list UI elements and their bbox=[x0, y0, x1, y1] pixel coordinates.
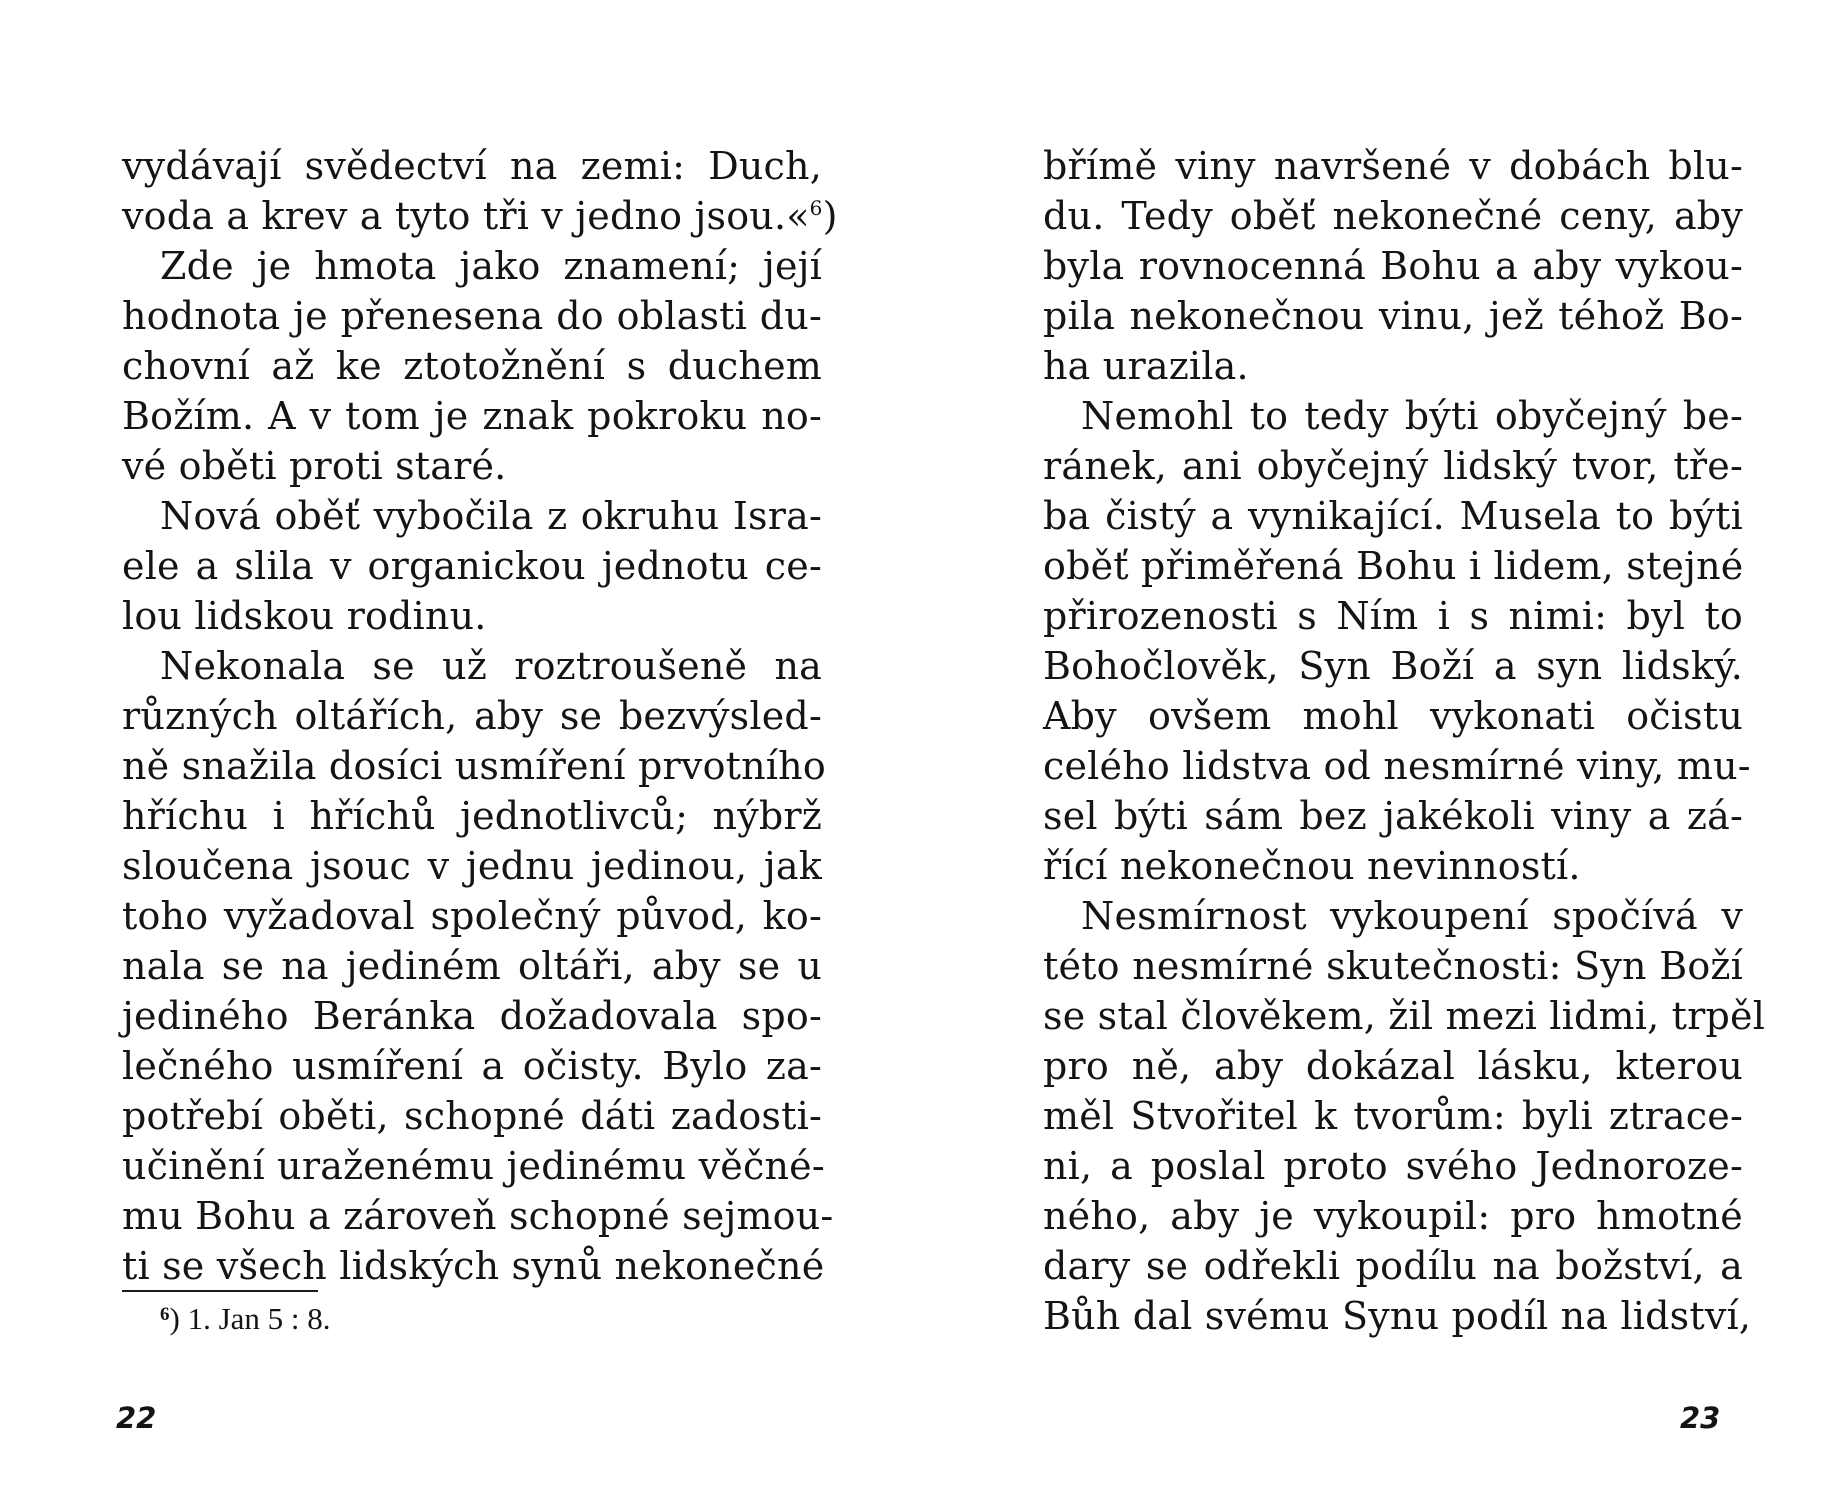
text-line-content: byla rovnocenná Bohu a aby vykou- bbox=[1043, 244, 1743, 288]
text-line bbox=[1043, 1241, 1743, 1291]
text-line-content: du. Tedy oběť nekonečné ceny, aby bbox=[1043, 194, 1743, 238]
text-line bbox=[1043, 1041, 1743, 1091]
text-line-content: Nesmírnost vykoupení spočívá v bbox=[1081, 894, 1743, 938]
text-line-content: sel býti sám bez jakékoli viny a zá- bbox=[1043, 794, 1743, 838]
footnote-reference-suffix: ) bbox=[822, 194, 838, 238]
text-line-content: voda a krev a tyto tři v jedno jsou.« bbox=[122, 194, 810, 238]
text-line bbox=[122, 1241, 825, 1291]
left-page-text bbox=[122, 141, 838, 1291]
text-line-content: lou lidskou rodinu. bbox=[122, 594, 487, 638]
text-line-content: ba čistý a vynikající. Musela to býti bbox=[1043, 494, 1743, 538]
text-line-content: učinění uraženému jedinému věčné- bbox=[122, 1144, 825, 1188]
text-line-content: nala se na jediném oltáři, aby se u bbox=[122, 944, 822, 988]
text-line bbox=[1043, 541, 1743, 591]
text-line bbox=[122, 841, 822, 891]
text-line bbox=[1043, 841, 1743, 891]
text-line bbox=[1043, 1191, 1743, 1241]
text-line bbox=[1043, 941, 1743, 991]
text-line bbox=[122, 791, 822, 841]
footnote-marker-suffix: ) bbox=[169, 1301, 180, 1336]
text-line-content: vydávají svědectví na zemi: Duch, bbox=[122, 144, 822, 188]
text-line-content: různých oltářích, aby se bezvýsled- bbox=[122, 694, 822, 738]
text-line-content: ni, a poslal proto svého Jednoroze- bbox=[1043, 1144, 1743, 1188]
footnote-marker: 6 bbox=[160, 1304, 170, 1325]
text-line-content: ránek, ani obyčejný lidský tvor, tře- bbox=[1043, 444, 1743, 488]
text-line-content: Aby ovšem mohl vykonati očistu bbox=[1043, 694, 1743, 738]
text-line bbox=[1043, 1291, 1752, 1341]
text-line bbox=[122, 341, 822, 391]
text-line bbox=[1043, 291, 1743, 341]
text-line bbox=[1043, 241, 1743, 291]
text-line bbox=[122, 641, 822, 691]
text-line-content: vé oběti proti staré. bbox=[122, 444, 507, 488]
text-line bbox=[122, 891, 822, 941]
text-line bbox=[1043, 891, 1743, 941]
footnote-rule bbox=[122, 1290, 318, 1292]
text-line-content: toho vyžadoval společný původ, ko- bbox=[122, 894, 822, 938]
text-line bbox=[1043, 1141, 1743, 1191]
text-line bbox=[122, 1041, 822, 1091]
text-line-content: této nesmírné skutečnosti: Syn Boží bbox=[1043, 944, 1743, 988]
text-line bbox=[122, 1091, 822, 1141]
text-line-content: ti se všech lidských synů nekonečné bbox=[122, 1244, 825, 1288]
text-line-content: měl Stvořitel k tvorům: byli ztrace- bbox=[1043, 1094, 1743, 1138]
text-line bbox=[122, 591, 822, 641]
text-line-content: řící nekonečnou nevinností. bbox=[1043, 844, 1581, 888]
text-line-content: sloučena jsouc v jednu jedinou, jak bbox=[122, 844, 822, 888]
text-line bbox=[1043, 641, 1743, 691]
text-line bbox=[122, 1141, 825, 1191]
text-line bbox=[1043, 741, 1751, 791]
text-line-content: mu Bohu a zároveň schopné sejmou- bbox=[122, 1194, 834, 1238]
text-line bbox=[122, 241, 822, 291]
text-line-content: Nekonala se už roztroušeně na bbox=[160, 644, 822, 688]
text-line bbox=[1043, 1091, 1743, 1141]
text-line bbox=[1043, 491, 1743, 541]
text-line-content: se stal člověkem, žil mezi lidmi, trpěl bbox=[1043, 994, 1766, 1038]
text-line-content: jediného Beránka dožadovala spo- bbox=[122, 994, 822, 1038]
text-line bbox=[1043, 691, 1743, 741]
footnote-text: 1. Jan 5 : 8. bbox=[187, 1301, 331, 1336]
text-line bbox=[1043, 191, 1743, 241]
text-line-content: Bohočlověk, Syn Boží a syn lidský. bbox=[1043, 644, 1743, 688]
text-line bbox=[122, 291, 822, 341]
text-line bbox=[1043, 991, 1766, 1041]
text-line-content: oběť přiměřená Bohu i lidem, stejné bbox=[1043, 544, 1744, 588]
text-line-content: břímě viny navršené v dobách blu- bbox=[1043, 144, 1743, 188]
text-line-content: dary se odřekli podílu na božství, a bbox=[1043, 1244, 1743, 1288]
text-line bbox=[1043, 791, 1743, 841]
text-line bbox=[122, 1191, 834, 1241]
text-line-content: pro ně, aby dokázal lásku, kterou bbox=[1043, 1044, 1743, 1088]
text-line-content: potřebí oběti, schopné dáti zadosti- bbox=[122, 1094, 822, 1138]
text-line bbox=[1043, 391, 1743, 441]
text-line bbox=[1043, 141, 1743, 191]
text-line bbox=[1043, 341, 1743, 391]
text-line bbox=[122, 741, 826, 791]
text-line bbox=[122, 941, 822, 991]
right-page bbox=[914, 0, 1828, 1501]
text-line-content: Božím. A v tom je znak pokroku no- bbox=[122, 394, 822, 438]
text-line-content: pila nekonečnou vinu, jež téhož Bo- bbox=[1043, 294, 1743, 338]
text-line-content: ného, aby je vykoupil: pro hmotné bbox=[1043, 1194, 1743, 1238]
text-line-content: přirozenosti s Ním i s nimi: byl to bbox=[1043, 594, 1743, 638]
text-line bbox=[122, 141, 822, 191]
text-line bbox=[122, 391, 822, 441]
text-line-content: Nová oběť vybočila z okruhu Isra- bbox=[160, 494, 822, 538]
text-line-content: Bůh dal svému Synu podíl na lidství, bbox=[1043, 1294, 1752, 1338]
footnote-reference: 6 bbox=[809, 196, 823, 220]
text-line bbox=[122, 541, 822, 591]
text-line-content: hodnota je přenesena do oblasti du- bbox=[122, 294, 822, 338]
text-line-content: celého lidstva od nesmírné viny, mu- bbox=[1043, 744, 1751, 788]
page-number-right: 23 bbox=[1680, 1401, 1721, 1435]
text-line-content: hříchu i hříchů jednotlivců; nýbrž bbox=[122, 794, 822, 838]
text-line-content: chovní až ke ztotožnění s duchem bbox=[122, 344, 822, 388]
text-line-content: ně snažila dosíci usmíření prvotního bbox=[122, 744, 826, 788]
page-number-left: 22 bbox=[116, 1401, 157, 1435]
footnote bbox=[160, 1295, 331, 1339]
text-line-content: ele a slila v organickou jednotu ce- bbox=[122, 544, 822, 588]
text-line-content: Zde je hmota jako znamení; její bbox=[160, 244, 822, 288]
text-line bbox=[122, 491, 822, 541]
text-line bbox=[122, 991, 822, 1041]
text-line bbox=[122, 691, 822, 741]
text-line bbox=[1043, 591, 1743, 641]
text-line bbox=[122, 441, 822, 491]
text-line-content: Nemohl to tedy býti obyčejný be- bbox=[1081, 394, 1743, 438]
text-line-content: ha urazila. bbox=[1043, 344, 1249, 388]
text-line-content: lečného usmíření a očisty. Bylo za- bbox=[122, 1044, 822, 1088]
text-line bbox=[1043, 441, 1743, 491]
right-page-text bbox=[1043, 141, 1766, 1341]
text-line bbox=[122, 191, 838, 241]
